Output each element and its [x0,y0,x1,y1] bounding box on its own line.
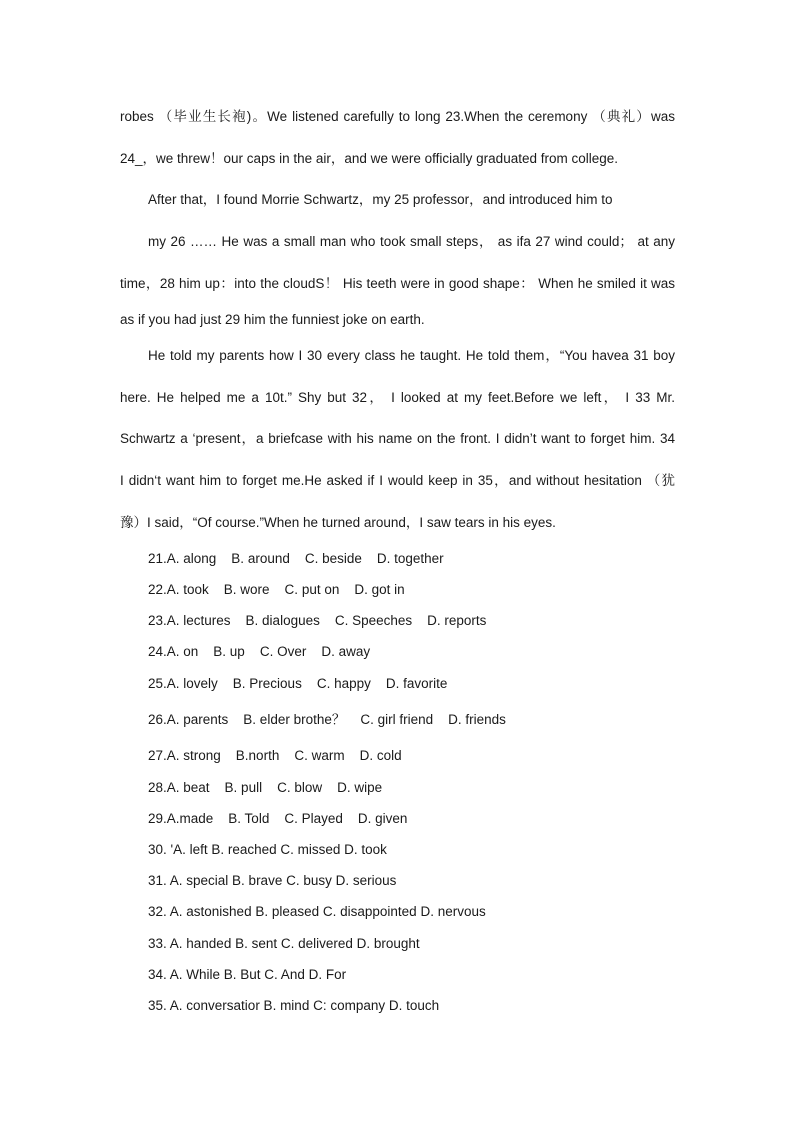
passage-line: here. He helped me a 10t.” Shy but 32， I looked at my feet.Before we left， I 33 Mr. [120,390,675,405]
option-line-27: 27.A. strong B.north C. warm D. cold [148,748,402,763]
passage-line: He told my parents how I 30 every class he taught. He told them，“You havea 31 boy [148,348,675,363]
passage-line: my 26 …… He was a small man who took small steps， as ifa 27 wind could； at any [148,234,675,249]
option-line-32: 32. A. astonished B. pleased C. disappointed D. nervous [148,904,486,919]
passage-line: robes （毕业生长袍)。We listened carefully to long 23.When the ceremony （典礼）was [120,109,675,124]
option-line-25: 25.A. lovely B. Precious C. happy D. favorite [148,676,448,691]
option-line-33: 33. A. handed B. sent C. delivered D. brought [148,936,420,951]
passage-line: After that，I found Morrie Schwartz，my 25 professor，and introduced him to [148,192,613,207]
passage-line: Schwartz a ‘present，a briefcase with his name on the front. I didn’t want to forget him. 34 [120,431,675,446]
option-line-35: 35. A. conversatior B. mind C: company D. touch [148,998,440,1013]
passage-line: 豫）I said，“Of course.”When he turned around，I saw tears in his eyes. [120,515,556,530]
option-line-29: 29.A.made B. Told C. Played D. given [148,811,408,826]
option-line-23: 23.A. lectures B. dialogues C. Speeches D. reports [148,613,487,628]
passage-line: as if you had just 29 him the funniest joke on earth. [120,312,425,327]
passage-line: time，28 him up：into the cloudS！ His teeth were in good shape： When he smiled it was [120,276,675,291]
option-line-26: 26.A. parents B. elder brothe？ C. girl friend D. friends [148,712,506,727]
option-line-22: 22.A. took B. wore C. put on D. got in [148,582,405,597]
option-line-31: 31. A. special B. brave C. busy D. serious [148,873,397,888]
option-line-21: 21.A. along B. around C. beside D. together [148,551,444,566]
passage-line: I didn‘t want him to forget me.He asked if I would keep in 35，and without hesitation （犹 [120,473,675,488]
option-line-34: 34. A. While B. But C. And D. For [148,967,347,982]
option-line-30: 30. 'A. left B. reached C. missed D. took [148,842,387,857]
option-line-28: 28.A. beat B. pull C. blow D. wipe [148,780,383,795]
passage-line: 24_，we threw！our caps in the air，and we were officially graduated from college. [120,151,619,166]
option-line-24: 24.A. on B. up C. Over D. away [148,644,371,659]
